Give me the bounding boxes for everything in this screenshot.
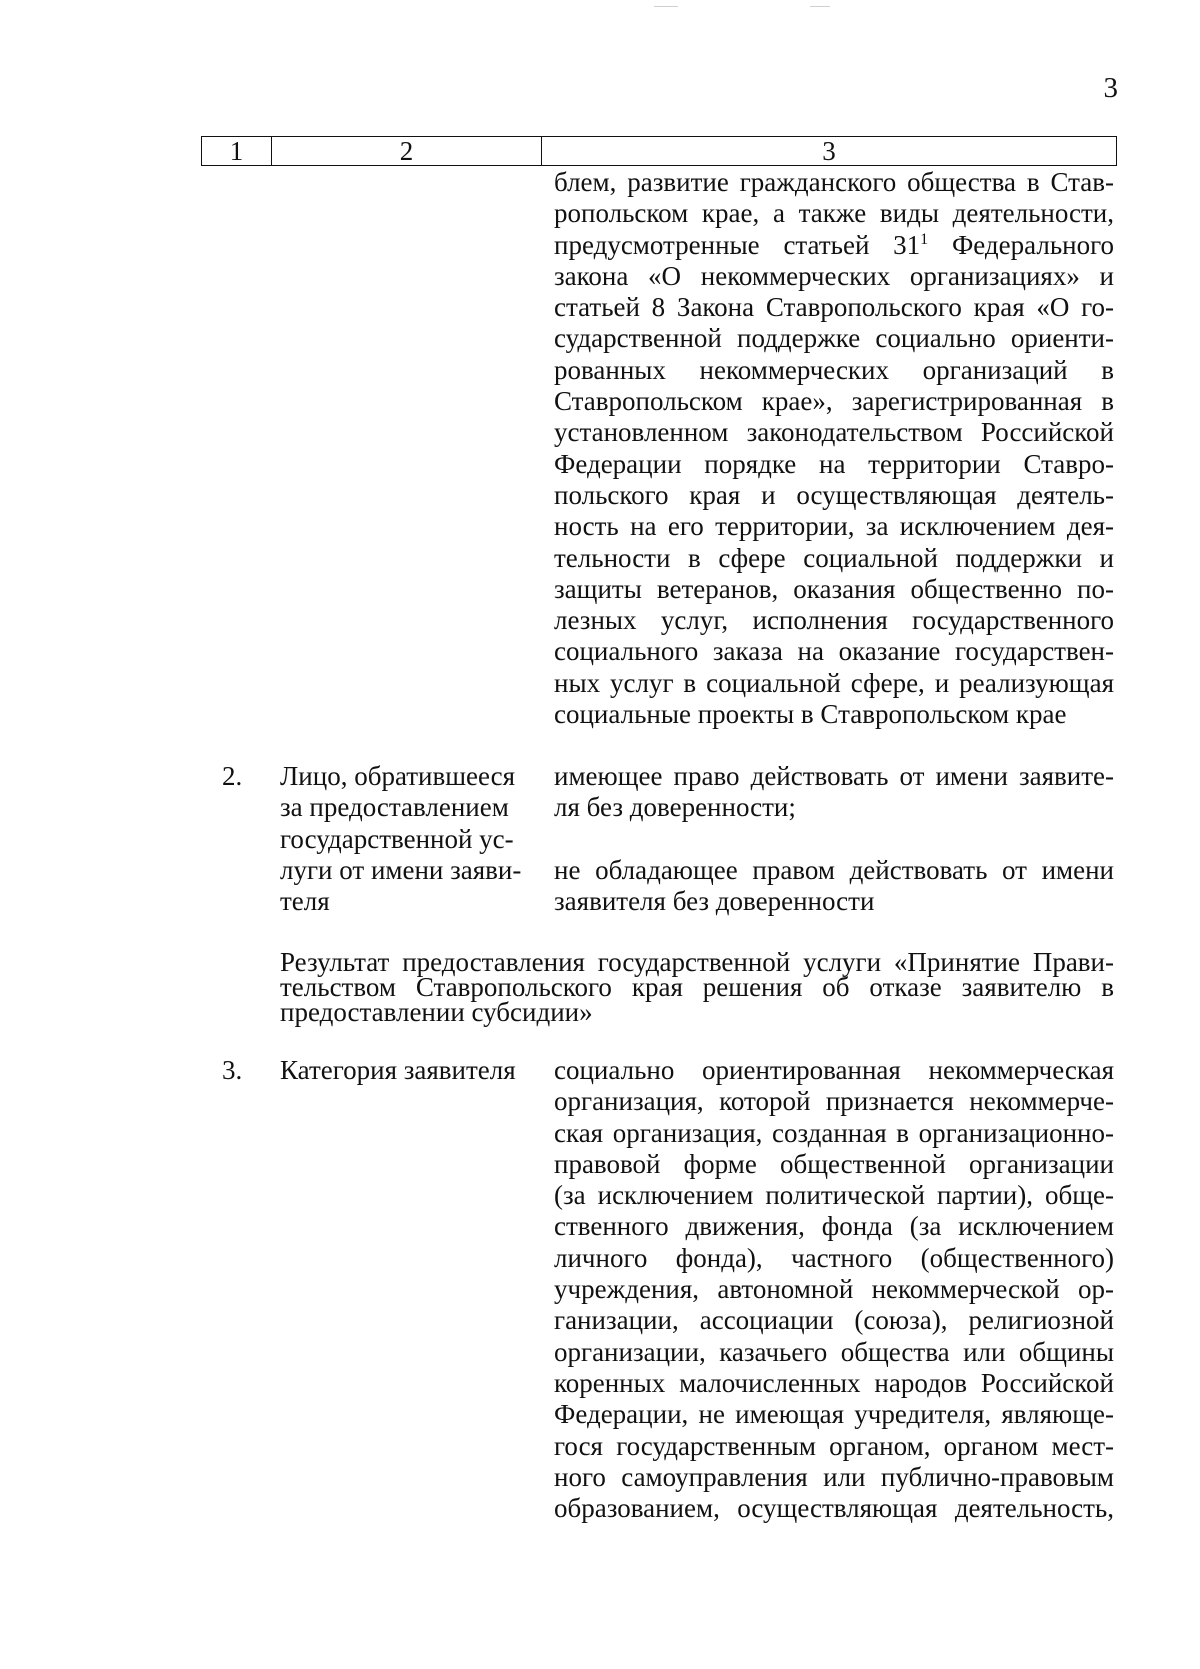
text-line: государственной ус- <box>280 823 514 854</box>
text-line: ного самоуправления или публично-правовым <box>554 1461 1114 1492</box>
text-line: имеющее право действовать от имени заявите- <box>554 761 1114 791</box>
row-label <box>280 1055 530 1086</box>
section-heading <box>280 947 1114 1027</box>
text-line: Федерации, не имеющая учредителя, являюще- <box>554 1399 1114 1430</box>
text-line: за предоставлением <box>280 792 509 823</box>
text-line: ганизации, ассоциации (союза), религиозной <box>554 1305 1114 1336</box>
row-label <box>280 761 530 917</box>
text-line: образованием, осуществляющая деятельность, <box>554 1493 1114 1524</box>
row-text <box>554 1055 1114 1524</box>
scan-artifact <box>810 6 830 7</box>
continuation-text <box>554 167 1114 730</box>
text-line: луги от имени заяви- <box>280 854 522 885</box>
text-line: учреждения, автономной некоммерческой ор- <box>554 1274 1114 1305</box>
text-line: тельством Ставропольского края решения об отказе заявителю в <box>280 972 1114 1002</box>
row-number: 3. <box>222 1055 243 1085</box>
text-line: социального заказа на оказание государствен- <box>554 636 1114 667</box>
text-line: рованных некоммерческих организаций в <box>554 354 1114 385</box>
text-line: установленном законодательством Российской <box>554 417 1114 448</box>
text-line: (за исключением политической партии), обще- <box>554 1180 1114 1211</box>
text-line: организации, казачьего общества или общины <box>554 1336 1114 1367</box>
text-line: заявителя без доверенности <box>554 886 875 917</box>
text-line: Федерации порядке на территории Ставро- <box>554 448 1114 479</box>
scan-artifact <box>654 6 678 7</box>
text-line: Результат предоставления государственной услуги «Принятие Прави- <box>280 947 1114 977</box>
header-col-1: 1 <box>202 137 272 165</box>
text-fragment: предусмотренные статьей 31 <box>554 229 921 260</box>
text-line: гося государственным органом, органом мест- <box>554 1430 1114 1461</box>
header-col-3: 3 <box>822 136 836 166</box>
text-line: ропольском крае, а также виды деятельности, <box>554 198 1114 229</box>
text-line: лезных услуг, исполнения государственного <box>554 605 1114 636</box>
text-line: личного фонда), частного (общественного) <box>554 1242 1114 1273</box>
text-line: тельности в сфере социальной поддержки и <box>554 542 1114 573</box>
text-line: ность на его территории, за исключением дея- <box>554 511 1114 542</box>
text-line: блем, развитие гражданского общества в Став- <box>554 167 1114 197</box>
row-option-a <box>554 761 1114 824</box>
text-line: ственного движения, фонда (за исключением <box>554 1211 1114 1242</box>
header-col-2: 2 <box>272 137 542 165</box>
text-line: правовой форме общественной организации <box>554 1148 1114 1179</box>
text-line: польского края и осуществляющая деятель- <box>554 479 1114 510</box>
page-number: 3 <box>1103 72 1118 104</box>
text-line: закона «О некоммерческих организациях» и <box>554 260 1114 291</box>
text-line: Ставропольском крае», зарегистрированная в <box>554 386 1114 417</box>
row-option-b <box>554 855 1114 918</box>
text-line: Категория заявителя <box>280 1055 516 1085</box>
text-line: социальные проекты в Ставропольском крае <box>554 699 1067 730</box>
text-line: социально ориентированная некоммерческая <box>554 1055 1114 1085</box>
footnote-superscript: 1 <box>920 230 929 248</box>
table-header-row <box>201 136 1117 166</box>
text-line: организация, которой признается некоммерче- <box>554 1086 1114 1117</box>
text-line: предоставлении субсидии» <box>280 997 593 1027</box>
text-line: теля <box>280 886 330 917</box>
text-line: коренных малочисленных народов Российской <box>554 1367 1114 1398</box>
text-line: ля без доверенности; <box>554 792 796 823</box>
text-line: сударственной поддержке социально ориенти- <box>554 323 1114 354</box>
text-line <box>554 230 1114 261</box>
text-line: статьей 8 Закона Ставропольского края «О го- <box>554 292 1114 323</box>
text-fragment: Федерального <box>951 229 1114 260</box>
row-number: 2. <box>222 761 243 791</box>
text-line: ных услуг в социальной сфере, и реализующая <box>554 667 1114 698</box>
text-line: защиты ветеранов, оказания общественно по- <box>554 573 1114 604</box>
text-line: не обладающее правом действовать от имени <box>554 855 1114 885</box>
text-line: Лицо, обратившееся <box>280 761 516 791</box>
text-line: ская организация, созданная в организационно- <box>554 1117 1114 1148</box>
